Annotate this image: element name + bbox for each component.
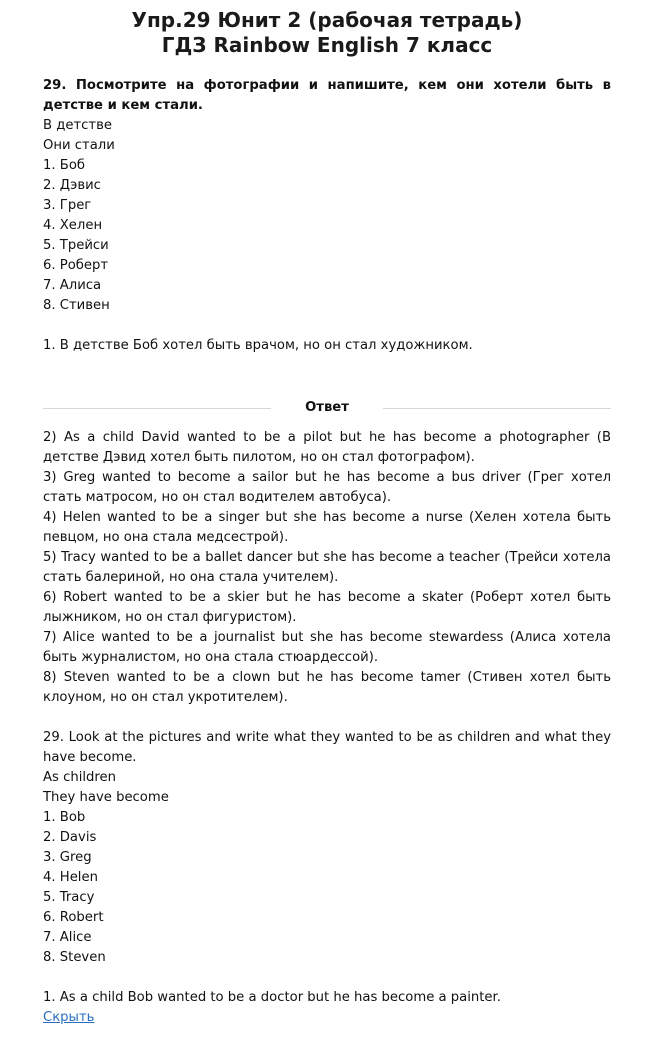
answer-item: 3) Greg wanted to become a sailor but he has become a bus driver (Грег хотел стать матросом, но он стал водителем автобуса). — [43, 470, 611, 505]
task-example: 1. В детстве Боб хотел быть врачом, но он стал художником. — [43, 338, 473, 353]
list-item: 1. Боб — [43, 158, 86, 173]
answer-item: 5) Tracy wanted to be a ballet dancer but she has become a teacher (Трейси хотела стать балериной, но она стала учителем). — [43, 550, 611, 585]
task-heading: 29. Посмотрите на фотографии и напишите, кем они хотели быть в детстве и кем стали. — [43, 78, 611, 113]
list-item: 3. Грег — [43, 198, 92, 213]
list-item: 6. Роберт — [43, 258, 109, 273]
list-item: 5. Tracy — [43, 890, 95, 905]
list-item: 7. Alice — [43, 930, 92, 945]
answer-block — [43, 428, 611, 1028]
list-item: 2. Davis — [43, 830, 97, 845]
spacer — [43, 708, 611, 728]
list-item: 8. Стивен — [43, 298, 110, 313]
page-content — [43, 8, 611, 1028]
answer-item: 8) Steven wanted to be a clown but he has become tamer (Стивен хотел быть клоуном, но он стал укротителем). — [43, 670, 611, 705]
answer-divider — [43, 398, 611, 418]
title-line-2: ГДЗ Rainbow English 7 класс — [161, 33, 493, 57]
answer-item: 4) Helen wanted to be a singer but she has become a nurse (Хелен хотела быть певцом, но она стала медсестрой). — [43, 510, 611, 545]
spacer — [43, 968, 611, 988]
answer-item: 6) Robert wanted to be a skier but he has become a skater (Роберт хотел быть лыжником, но он стал фигуристом). — [43, 590, 611, 625]
list-item: 2. Дэвис — [43, 178, 101, 193]
translation-example: 1. As a child Bob wanted to be a doctor but he has become a painter. — [43, 990, 501, 1005]
translation-heading: 29. Look at the pictures and write what they wanted to be as children and what they have become. — [43, 730, 611, 765]
list-item: 4. Helen — [43, 870, 98, 885]
column-heading-became: Они стали — [43, 138, 115, 153]
list-item: 4. Хелен — [43, 218, 103, 233]
spacer — [43, 316, 611, 336]
divider-rule-right — [383, 408, 611, 409]
column-heading-childhood: В детстве — [43, 118, 112, 133]
page-title — [43, 8, 611, 58]
answer-label: Ответ — [305, 400, 349, 415]
answer-item: 7) Alice wanted to be a journalist but she has become stewardess (Алиса хотела быть журналистом, но она стала стюардессой). — [43, 630, 611, 665]
translation-column-heading-childhood: As children — [43, 770, 116, 785]
list-item: 5. Трейси — [43, 238, 109, 253]
list-item: 3. Greg — [43, 850, 92, 865]
list-item: 6. Robert — [43, 910, 104, 925]
list-item: 1. Bob — [43, 810, 86, 825]
title-line-1: Упр.29 Юнит 2 (рабочая тетрадь) — [131, 8, 523, 32]
translation-column-heading-became: They have become — [43, 790, 169, 805]
answer-item: 2) As a child David wanted to be a pilot but he has become a photographer (В детстве Дэвид хотел быть пилотом, но он стал фотографом). — [43, 430, 611, 465]
list-item: 8. Steven — [43, 950, 106, 965]
hide-link[interactable]: Скрыть — [43, 1010, 95, 1025]
list-item: 7. Алиса — [43, 278, 102, 293]
task-block — [43, 76, 611, 356]
